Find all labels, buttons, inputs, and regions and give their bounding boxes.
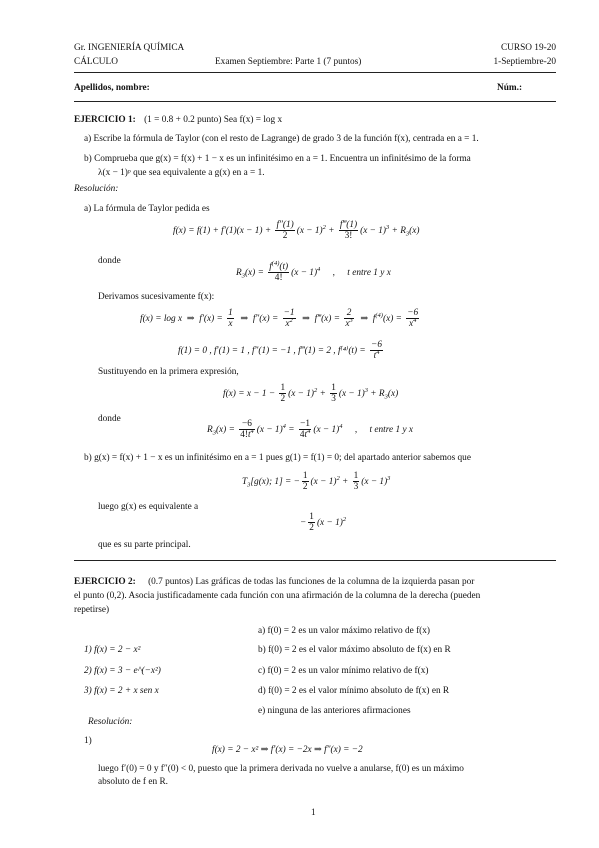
solution-b-text: b) g(x) = f(x) + 1 − x es un infinitésimo en a = 1 pues g(1) = f(1) = 0; del apartado anterior sabemos que [84,453,471,463]
remainder-condition-2: t entre 1 y x [369,424,414,435]
header-subject: CÁLCULO [74,57,118,67]
function-1: 1) f(x) = 2 − x² [84,645,141,655]
solution-a-intro: a) La fórmula de Taylor pedida es [84,204,210,214]
exercise-2-heading [74,577,474,589]
header-rule-top [74,72,556,73]
derivative-chain-2: f(x) = 2 − x² ⇒ f′(x) = −2x ⇒ f″(x) = −2 [212,745,363,755]
exercise-2-line1: (0.7 puntos) Las gráficas de todas las funciones de la columna de la izquierda pasan por [148,577,475,587]
derivamos-text: Derivamos sucesivamente f(x): [98,292,215,302]
donde-label-2: donde [98,414,121,424]
header-institution: Gr. INGENIERÍA QUÍMICA [74,43,185,53]
exercise-1-title: EJERCICIO 1: [74,115,136,125]
exercise-1-heading [74,115,282,127]
number-label: Núm.: [497,83,523,93]
conclusion-line2: absoluto de f en R. [98,777,168,787]
taylor-formula: f(x) = f(1) + f′(1)(x − 1) + $\frac{f''(1)}{2}$ $(x - 1)^2$ + $\frac{f‴(1)}{3!}$ $(x - 1)^3 + R_3(x)$ [173,220,420,242]
resolution-item-1: 1) [84,736,92,746]
header-date: 1-Septiembre-20 [493,57,556,67]
lagrange-remainder: $R_3(x)$ = $\frac{f^{(4)}(t)}{4!}$ $(x - 1)^4$ , t entre 1 y x [236,259,391,284]
function-2: 2) f(x) = 3 − e^(−x²) [84,666,161,676]
exercise-1-resolution-label: Resolución: [74,184,119,194]
exercise-1-part-a: a) Escribe la fórmula de Taylor (con el resto de Lagrange) de grado 3 de la función f(x), centrada en a = 1. [84,134,479,144]
statement-c: c) f(0) = 2 es un valor mínimo relativo de f(x) [258,666,429,676]
conclusion-line1: luego f′(0) = 0 y f″(0) < 0, puesto que la primera derivada no vuelve a anularse, f(0) es un máximo [98,764,464,774]
derivative-values: f(1) = 0 , f′(1) = 1 , f″(1) = −1 , f‴(1) = 2 , f⁽⁴⁾(t) = $\frac{-6}{t^4}$ [178,340,382,362]
exercise-2-title: EJERCICIO 2: [74,577,136,587]
exercise-2-line3: repetirse) [74,605,110,615]
luego-text: luego g(x) es equivalente a [98,502,199,512]
remainder-substituted: $R_3(x)$ = $\frac{-6}{4!t^4}$ $(x - 1)^4$ = $\frac{-1}{4t^4}$ $(x - 1)^4$ , t entre 1 y x [207,419,414,441]
exercise-1-points: (1 = 0.8 + 0.2 punto) Sea f(x) = log x [144,115,283,125]
taylor-polynomial-g: $T_3[g(x)$; 1] = − $\frac{1}{2}$ $(x - 1)^2$ + $\frac{1}{3}$ $(x - 1)^3$ [242,471,391,493]
sustituyendo-text: Sustituyendo en la primera expresión, [98,367,239,377]
header-rule-bottom [74,101,556,102]
derivatives-chain: f(x) = log x ⇒ f′(x) = $\frac{1}{x}$ ⇒ f″(x) = $\frac{-1}{x^2}$ ⇒ f‴(x) = $\frac{2}{x^3}$ ⇒ $f^{(4)}(x)$ = $\frac{-6}{x^4}$ [140,308,419,330]
taylor-substituted: f(x) = x − 1 − $\frac{1}{2}$ $(x - 1)^2$ + $\frac{1}{3}$ $(x - 1)^3 + R_3(x)$ [223,383,399,405]
statement-a: a) f(0) = 2 es un valor máximo relativo de f(x) [258,626,431,636]
page-number: 1 [311,808,316,818]
statement-b: b) f(0) = 2 es el valor máximo absoluto de f(x) en R [258,645,451,655]
remainder-condition: t entre 1 y x [347,267,391,278]
parte-principal-text: que es su parte principal. [98,540,191,550]
function-3: 3) f(x) = 2 + x sen x [84,686,159,696]
exercise-1-part-b-line1: b) Comprueba que g(x) = f(x) + 1 − x es un infinitésimo en a = 1. Encuentra un infinitésimo de la forma [84,154,471,164]
name-label: Apellidos, nombre: [74,83,150,93]
header-exam-title: Examen Septiembre: Parte 1 (7 puntos) [215,57,362,67]
exercise-1-part-b-line2: λ(x − 1)ᵖ que sea equivalente a g(x) en a = 1. [98,168,265,178]
donde-label-1: donde [98,256,121,266]
exercise-2-line2: el punto (0,2). Asocia justificadamente cada función con una afirmación de la columna de la derecha (pueden [74,591,481,601]
header-course: CURSO 19-20 [500,43,556,53]
exercise-2-resolution-label: Resolución: [88,717,133,727]
exercise-separator [74,560,556,561]
statement-d: d) f(0) = 2 es el valor mínimo absoluto de f(x) en R [258,686,450,696]
statement-e: e) ninguna de las anteriores afirmaciones [258,706,411,716]
principal-part: − $\frac{1}{2}$ $(x - 1)^2$ [300,512,347,534]
